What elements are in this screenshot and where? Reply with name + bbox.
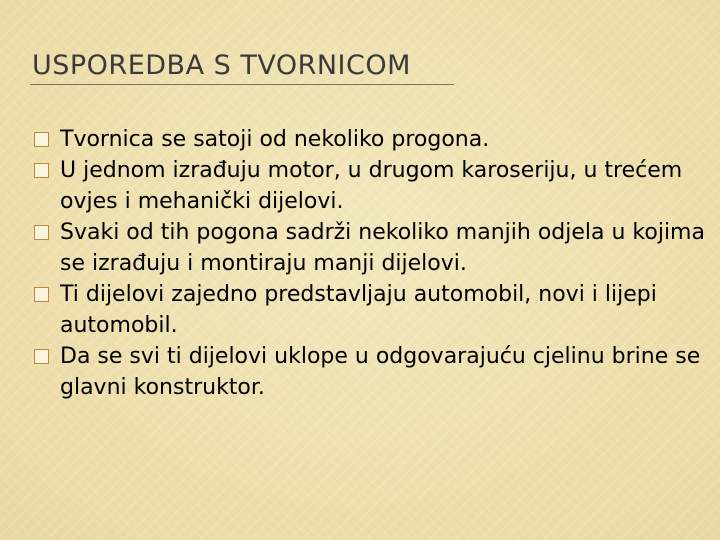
bullet-text: U jednom izrađuju motor, u drugom karoseriju, u trećem ovjes i mehanički dijelovi.	[60, 158, 683, 214]
title-underline	[30, 84, 454, 85]
bullet-text: Ti dijelovi zajedno predstavljaju automobil, novi i lijepi automobil.	[60, 282, 657, 338]
square-bullet-icon	[34, 132, 49, 147]
bullet-item	[34, 279, 710, 341]
square-bullet-icon	[34, 349, 49, 364]
bullet-item	[34, 217, 710, 279]
bullet-text: Svaki od tih pogona sadrži nekoliko manjih odjela u kojima se izrađuju i montiraju manji dijelovi.	[60, 220, 705, 276]
bullet-text: Tvornica se satoji od nekoliko progona.	[60, 127, 490, 152]
square-bullet-icon	[34, 287, 49, 302]
bullet-list	[34, 124, 710, 403]
slide-title: USPOREDBA S TVORNICOM	[32, 50, 411, 81]
bullet-item	[34, 124, 710, 155]
bullet-item	[34, 155, 710, 217]
square-bullet-icon	[34, 163, 49, 178]
square-bullet-icon	[34, 225, 49, 240]
bullet-item	[34, 341, 710, 403]
bullet-text: Da se svi ti dijelovi uklope u odgovarajuću cjelinu brine se glavni konstruktor.	[60, 344, 701, 400]
